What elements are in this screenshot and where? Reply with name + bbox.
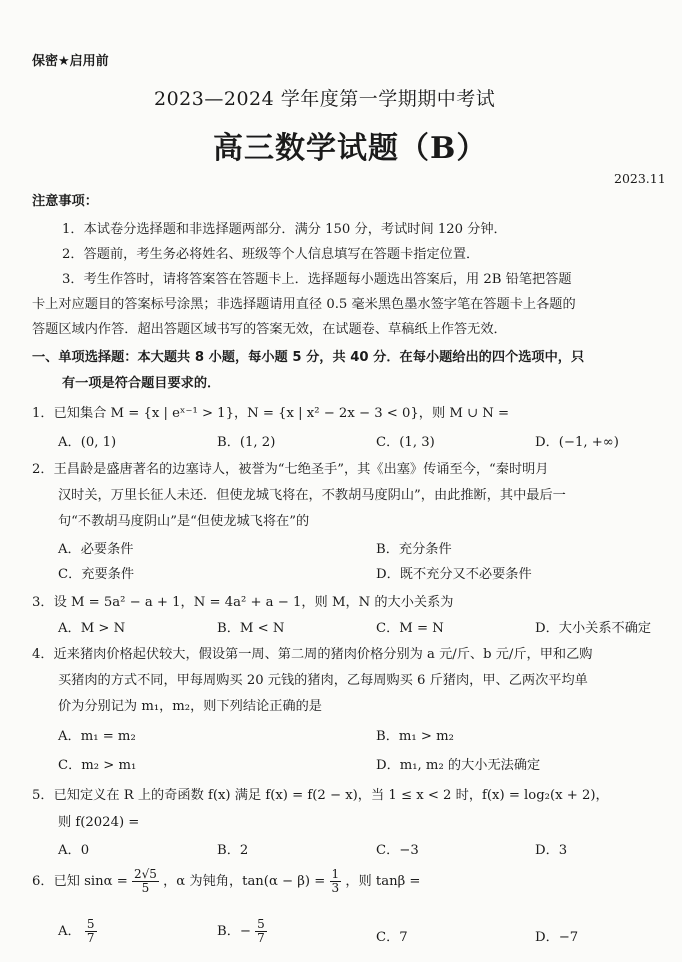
q1-stem: 1．已知集合 M = {x | eˣ⁻¹ > 1}，N = {x | x² − 2x − 3 < 0}，则 M ∪ N = (32, 406, 510, 421)
q6-option-a-numerator: 5 (86, 917, 95, 931)
q6-option-b-denominator: 7 (257, 931, 265, 945)
q6-sin-fraction (132, 868, 159, 895)
q6-stem-pre: 6．已知 sinα = (32, 874, 128, 889)
q6-sin-denominator: 5 (141, 881, 150, 895)
q1-option-c: C．(1, 3) (376, 435, 435, 450)
q4-option-d: D．m₁, m₂ 的大小无法确定 (376, 758, 541, 773)
q6-sin-numerator: 2√5 (133, 867, 157, 881)
q4-option-a: A．m₁ = m₂ (58, 729, 136, 744)
paper-title: 高三数学试题（B） (213, 131, 488, 166)
q3-option-a: A．M > N (58, 621, 126, 636)
q2-option-a: A．必要条件 (58, 542, 134, 557)
q6-option-b-numerator: 5 (257, 917, 265, 931)
q1-option-b: B．(1, 2) (217, 435, 276, 450)
q2-option-b: B．充分条件 (376, 542, 452, 557)
q6-option-a-fraction (85, 918, 97, 945)
q3-option-d: D．大小关系不确定 (535, 621, 652, 636)
q4-line-2: 买猪肉的方式不同，甲每周购买 20 元钱的猪肉，乙每周购买 6 斤猪肉，甲、乙两次平均单 (58, 673, 588, 688)
q6-stem-mid: ，α 为钝角，tan(α − β) = (163, 874, 326, 889)
note-line-2: 2．答题前，考生务必将姓名、班级等个人信息填写在答题卡指定位置． (62, 247, 480, 262)
q5-option-b: B．2 (217, 843, 249, 858)
confidential-label: 保密★启用前 (32, 54, 109, 69)
q6-stem-post: ，则 tanβ = (345, 874, 421, 889)
q3-option-b: B．M < N (217, 621, 285, 636)
q5-option-d: D．3 (535, 843, 568, 858)
q5-option-a: A．0 (58, 843, 90, 858)
q6-tan-denominator: 3 (331, 881, 340, 895)
q6-option-b-label: B．− (217, 924, 251, 939)
note-line-3a: 3．考生作答时，请将答案答在答题卡上．选择题每小题选出答案后，用 2B 铅笔把答题 (62, 272, 572, 287)
section-heading-line-2: 有一项是符合题目要求的． (62, 376, 221, 391)
q1-option-d: D．(−1, +∞) (535, 435, 619, 450)
q6-option-a (58, 918, 97, 945)
q5-line-2: 则 f(2024) = (58, 815, 140, 830)
q2-line-1: 2．王昌龄是盛唐著名的边塞诗人，被誉为“七绝圣手”，其《出塞》传诵至今，“秦时明月 (32, 462, 549, 477)
note-line-3c: 答题区域内作答．超出答题区域书写的答案无效，在试题卷、草稿纸上作答无效． (32, 322, 507, 337)
exam-title: 2023—2024 学年度第一学期期中考试 (154, 88, 496, 110)
q2-line-3: 句“不教胡马度阴山”是“但使龙城飞将在”的 (58, 514, 310, 529)
q5-option-c: C．−3 (376, 843, 419, 858)
q6-tan-fraction (330, 868, 342, 895)
q6-option-b (217, 918, 267, 945)
q5-line-1: 5．已知定义在 R 上的奇函数 f(x) 满足 f(x) = f(2 − x)，当 1 ≤ x < 2 时，f(x) = log₂(x + 2)， (32, 788, 609, 803)
q6-option-c: C．7 (376, 930, 408, 945)
q3-stem: 3．设 M = 5a² − a + 1，N = 4a² + a − 1，则 M，N 的大小关系为 (32, 595, 454, 610)
notes-heading: 注意事项： (32, 194, 98, 209)
q6-option-a-denominator: 7 (86, 931, 95, 945)
note-line-3b: 卡上对应题目的答案标号涂黑；非选择题请用直径 0.5 毫米黑色墨水签字笔在答题卡上各题的 (32, 297, 576, 312)
q1-option-a: A．(0, 1) (58, 435, 117, 450)
q6-option-a-label: A． (58, 924, 81, 939)
q4-line-1: 4．近来猪肉价格起伏较大，假设第一周、第二周的猪肉价格分别为 a 元/斤、b 元/斤，甲和乙购 (32, 647, 593, 662)
exam-date: 2023.11 (614, 171, 666, 186)
q6-option-d: D．−7 (535, 930, 579, 945)
q2-option-d: D．既不充分又不必要条件 (376, 567, 532, 582)
q6-tan-numerator: 1 (331, 867, 340, 881)
q4-line-3: 价为分别记为 m₁，m₂，则下列结论正确的是 (58, 699, 322, 714)
note-line-1: 1．本试卷分选择题和非选择题两部分．满分 150 分，考试时间 120 分钟． (62, 222, 507, 237)
q2-line-2: 汉时关，万里长征人未还．但使龙城飞将在，不教胡马度阴山”，由此推断，其中最后一 (58, 488, 566, 503)
q4-option-b: B．m₁ > m₂ (376, 729, 454, 744)
q6-option-b-fraction (255, 918, 267, 945)
q4-option-c: C．m₂ > m₁ (58, 758, 137, 773)
q2-option-c: C．充要条件 (58, 567, 135, 582)
section-heading-line-1: 一、单项选择题：本大题共 8 小题，每小题 5 分，共 40 分．在每小题给出的四个选项中，只 (32, 350, 585, 365)
q3-option-c: C．M = N (376, 621, 444, 636)
q6-stem (32, 868, 420, 895)
